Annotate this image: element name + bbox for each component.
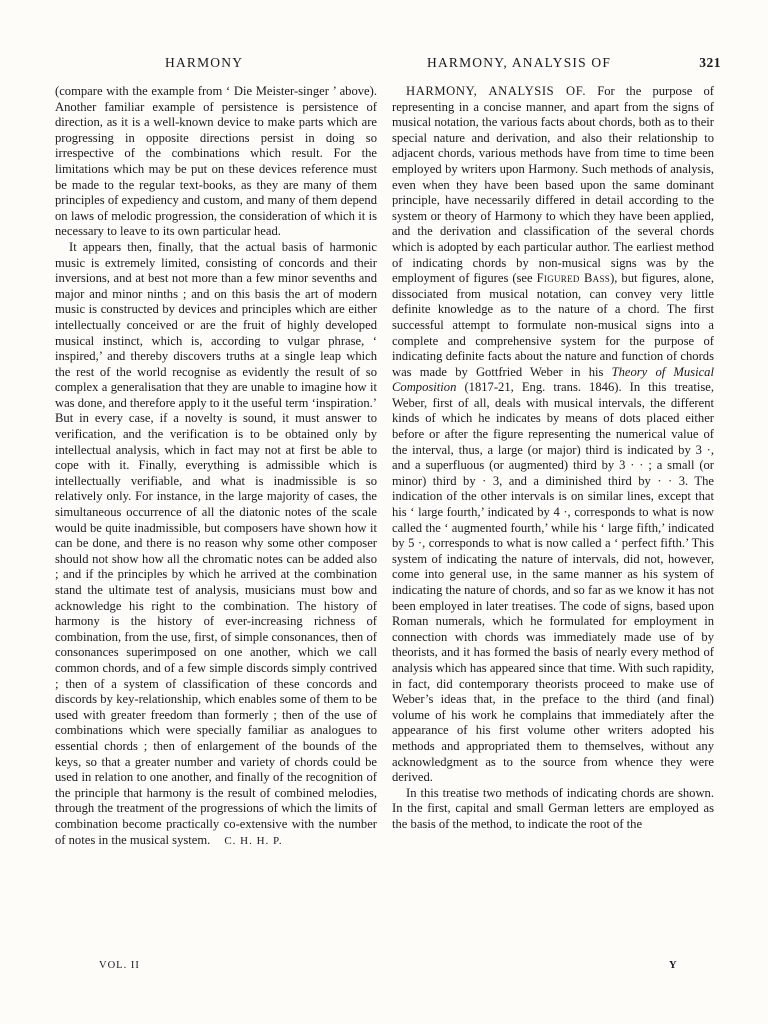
article-heading: HARMONY, ANALYSIS OF. (406, 84, 587, 98)
right-paragraph-2: In this treatise two methods of indicating chords are shown. In the first, capital and small German letters are employed as the basis of the method, to indicate the root of the (392, 785, 714, 831)
cross-reference-figured-bass[interactable]: Figured Bass (536, 271, 611, 286)
right-paragraph-1-part-b: ), but figures, alone, dissociated from musical notation, can convey very little definite knowledge as to the nature of a chord. The first successful attempt to formulate non-musical signs into a complete and comprehensive system for the purpose of indicating definite facts about the nature and function of chords was made by Gottfried Weber in his (392, 271, 715, 379)
left-paragraph-1: (compare with the example from ‘ Die Meister-singer ’ above). Another familiar example of persistence is persistence of direction, as it is a well-known device to make parts which are progressing in opposite directions persist in doing so irrespective of the combinations which result. For the limitations which may be put on these devices reference must be made to the regular text-books, as they are many of them principles of expediency and custom, and many of them depend on laws of melodic progression, the consideration of which it is necessary to leave to its own particular head. (55, 84, 377, 239)
right-paragraph-1-part-c: (1817-21, Eng. trans. 1846). In this treatise, Weber, first of all, deals with musical intervals, the different kinds of which he indicates by means of dots placed either before or after the figure representing the numerical value of the interval, thus, a large (or major) third is indicated by 3 ·, and a superfluous (or augmented) third by 3 · · ; a small (or minor) third by · 3, and a diminished third by · · 3. The indication of the other intervals is on similar lines, except that his ‘ large fourth,’ indicated by 4 ·, corresponds to what is now called the ‘ augmented fourth,’ while his ‘ large fifth,’ indicated by 5 ·, corresponds to what is now called a ‘ perfect fifth.’ This system of indicating the nature of intervals, did not, however, come into general use, in the same manner as his system of indicating the nature of chords, and so far as we know it has not been employed in later treatises. The code of signs, based upon Roman numerals, which he formulated for employment in connection with chords was immediately made use of by theorists, and it has formed the basis of nearly every method of analysis which has appeared since that time. With such rapidity, in fact, did contemporary theorists proceed to make use of Weber’s ideas that, in the preface to the third (and final) volume of his work he complains that immediately after the appearance of his first volume other writers adopted his methods and appropriated them to themselves, without any acknowledgment as to the source from whence they were derived. (392, 380, 714, 785)
signature-mark: Y (669, 960, 678, 971)
author-signature: C. H. H. P. (224, 834, 283, 847)
page-number: 321 (699, 55, 721, 70)
left-paragraph-2 (55, 240, 377, 849)
volume-label: VOL. II (99, 960, 140, 971)
right-column (392, 84, 714, 833)
running-header (55, 55, 721, 75)
left-running-title: HARMONY (165, 55, 244, 70)
page-footer (55, 960, 721, 976)
right-paragraph-1 (392, 84, 714, 786)
book-title: Theory of Musical Composition (392, 364, 714, 395)
right-running-title: HARMONY, ANALYSIS OF (427, 55, 612, 70)
left-paragraph-2-text: It appears then, finally, that the actual basis of harmonic music is extremely limited, consisting of concords and their inversions, and at best not more than a few minor sevenths and major and minor ninths ; and on this basis the art of modern music is constructed by devices and principles which are either intellectually conceived or are the fruit of highly developed musical instinct, which is, according to vulgar phrase, ‘ inspired,’ and thereby discovers truths at a single leap which the rest of the world recognise as evidently the result of so complex a generalisation that they are unable to imagine how it was done, and therefore apply to it the useful term ‘inspiration.’ But in every case, if a novelty is sound, it must answer to verification, and the verification is to be obtained only by intellectual analysis, which in fact may not at first be able to cope with it. Finally, everything is admissible which is intellectually verifiable, and what is inadmissible is so relatively only. For instance, in the large majority of cases, the simultaneous occurrence of all the diatonic notes of the scale would be quite inadmissible, but composers have shown how it can be done, and there is no reason why some other composer should not show how all the chromatic notes can be added also ; and if the principles by which he arrived at the combination stand the ultimate test of analysis, musicians must bow and acknowledge his right to the combination. The history of harmony is the history of ever-increasing richness of combination, from the use, first, of simple consonances, then of consonances superimposed on one another, which we call common chords, and of a few simple discords simply contrived ; then of a system of classification of these concords and discords by key-relationship, which enables some of them to be used with greater freedom than formerly ; then of the use of combinations which were specially familiar as analogues to essential chords ; then of enlargement of the bounds of the keys, so that a greater number and variety of chords could be used in relation to one another, and finally of the recognition of the principle that harmony is the result of combined melodies, through the treatment of the progressions of which the limits of combination become practically co-extensive with the number of notes in the musical system. (55, 239, 377, 847)
left-column (55, 84, 377, 849)
right-paragraph-1-part-a: For the purpose of representing in a concise manner, and apart from the signs of musical notation, the various facts about chords, both as to their special nature and derivation, and also their relationship to adjacent chords, various methods have from time to time been employed by writers upon Harmony. Such methods of analysis, even when they have been based upon the same dominant principle, have necessarily differed in detail according to the system or theory of Harmony to which they have been applied, and the derivation and classification of the several chords which is adopted by each particular author. The earliest method of indicating chords by non-musical signs was by the employment of figures (see (392, 84, 714, 286)
